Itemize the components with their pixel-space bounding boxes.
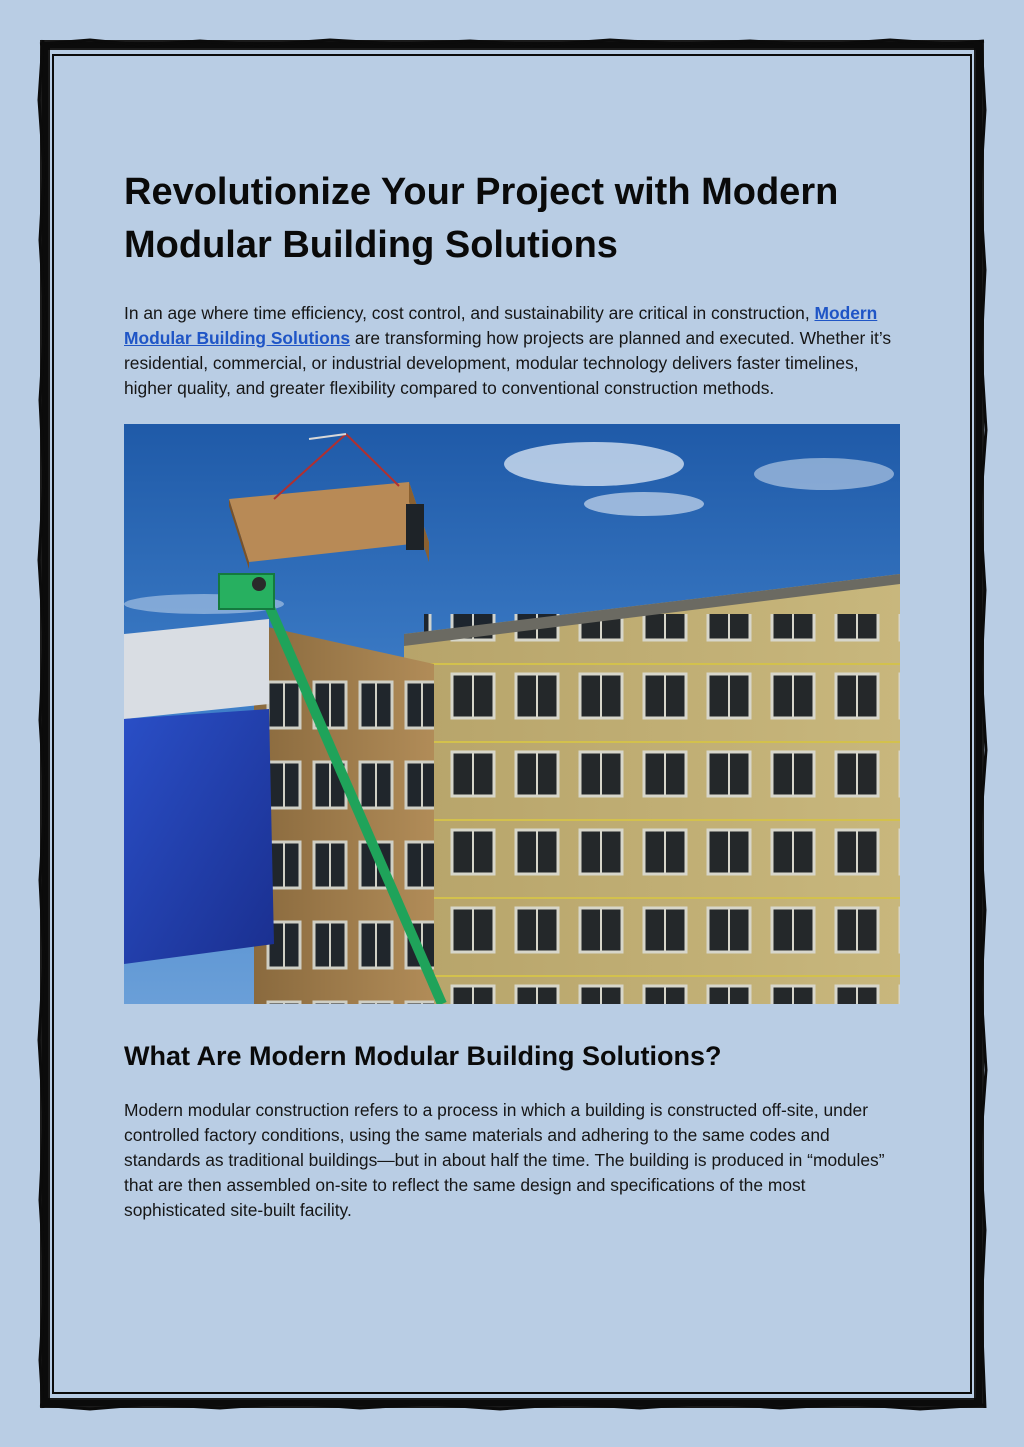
construction-photo [124, 424, 900, 1004]
section-heading: What Are Modern Modular Building Solutions? [124, 1041, 722, 1071]
intro-paragraph [124, 301, 900, 401]
section-paragraph: Modern modular construction refers to a process in which a building is constructed off-site, under controlled factory conditions, using the same materials and adhering to the same codes and standards as traditional buildings—but in about half the time. The building is produced in “modules” that are then assembled on-site to reflect the same design and specifications of the most sophisticated site-built facility. [124, 1100, 885, 1220]
intro-text-after-link: are transforming how projects are planned and executed. Whether it’s residential, commercial, or industrial development, modular technology delivers faster timelines, higher quality, and greater flexibility compared to conventional construction methods. [124, 328, 892, 398]
article-content [124, 166, 900, 1223]
modern-modular-link[interactable]: Modern Modular Building Solutions [124, 303, 878, 348]
intro-text-before-link: In an age where time efficiency, cost control, and sustainability are critical in construction, [124, 303, 815, 323]
article-title: Revolutionize Your Project with Modern Modular Building Solutions [124, 171, 839, 266]
